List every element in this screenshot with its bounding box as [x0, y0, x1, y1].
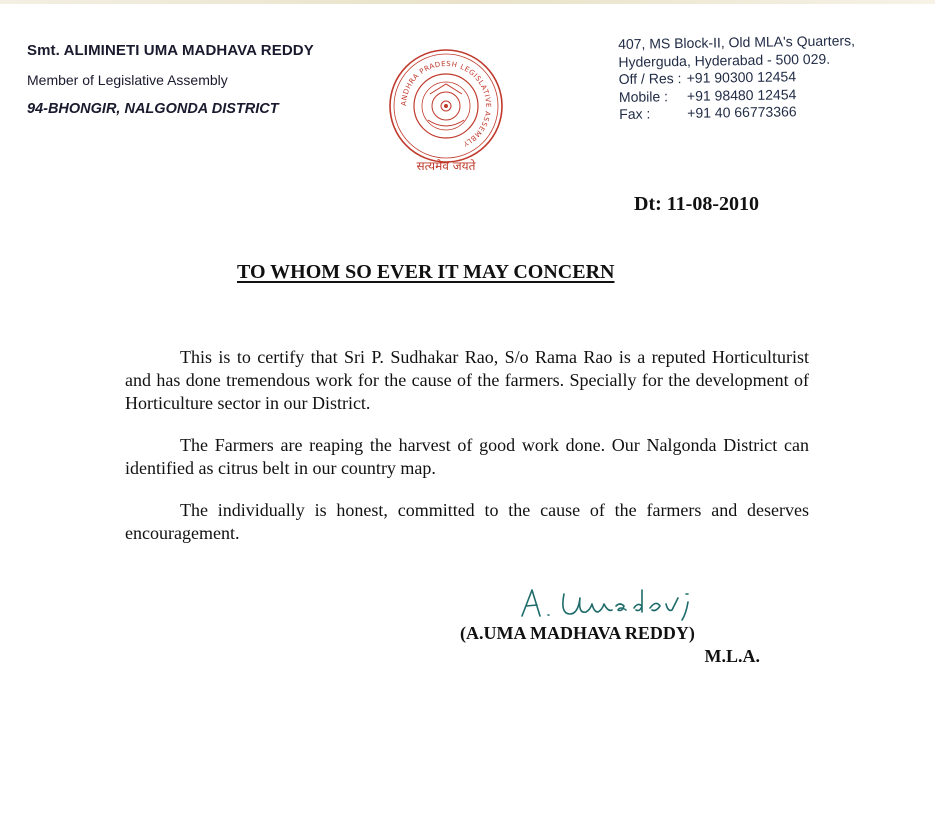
- contact-label: Off / Res :: [618, 70, 682, 87]
- signatory-title: M.L.A.: [704, 646, 760, 666]
- contact-row-fax: [619, 102, 856, 123]
- contact-label: Mobile :: [618, 87, 669, 105]
- body-paragraph-1: This is to certify that Sri P. Sudhakar Rao, S/o Rama Rao is a reputed Horticulturist and has done tremendous work for the cause of the farmers. Specially for the development of Horticulture sector in our District.: [125, 347, 809, 413]
- letter-subject: TO WHOM SO EVER IT MAY CONCERN: [237, 261, 615, 283]
- assembly-seal-icon: [384, 46, 508, 176]
- handwritten-signature-icon: [516, 584, 716, 624]
- address-line-1: 407, MS Block-II, Old MLA's Quarters,: [618, 32, 856, 52]
- member-name: Smt. ALIMINETI UMA MADHAVA REDDY: [27, 42, 314, 59]
- signatory-block: [460, 622, 760, 668]
- seal-ring-text: ANDHRA PRADESH LEGISLATIVE ASSEMBLY: [399, 59, 493, 148]
- letter-date: Dt: 11-08-2010: [634, 193, 759, 215]
- body-paragraph-2: The Farmers are reaping the harvest of good work done. Our Nalgonda District can identified as citrus belt in our country map.: [125, 435, 809, 478]
- letter-body: [125, 346, 809, 564]
- top-border-stripe: [0, 0, 935, 4]
- contact-label: Fax :: [619, 105, 651, 122]
- letterhead-left: [27, 42, 314, 117]
- contact-value: +91 98480 12454: [686, 85, 797, 104]
- contact-value: +91 40 66773366: [687, 103, 797, 121]
- member-role: Member of Legislative Assembly: [27, 72, 228, 88]
- address-line-2: Hyderguda, Hyderabad - 500 029.: [618, 50, 831, 70]
- signatory-name: (A.UMA MADHAVA REDDY): [460, 623, 695, 643]
- constituency: 94-BHONGIR, NALGONDA DISTRICT: [27, 101, 279, 117]
- body-paragraph-3: The individually is honest, committed to the cause of the farmers and deserves encouragement.: [125, 500, 809, 543]
- letterhead-contact: [618, 32, 856, 123]
- seal-motto: सत्यमेव जयते: [416, 159, 476, 173]
- contact-value: +91 90300 12454: [686, 68, 797, 86]
